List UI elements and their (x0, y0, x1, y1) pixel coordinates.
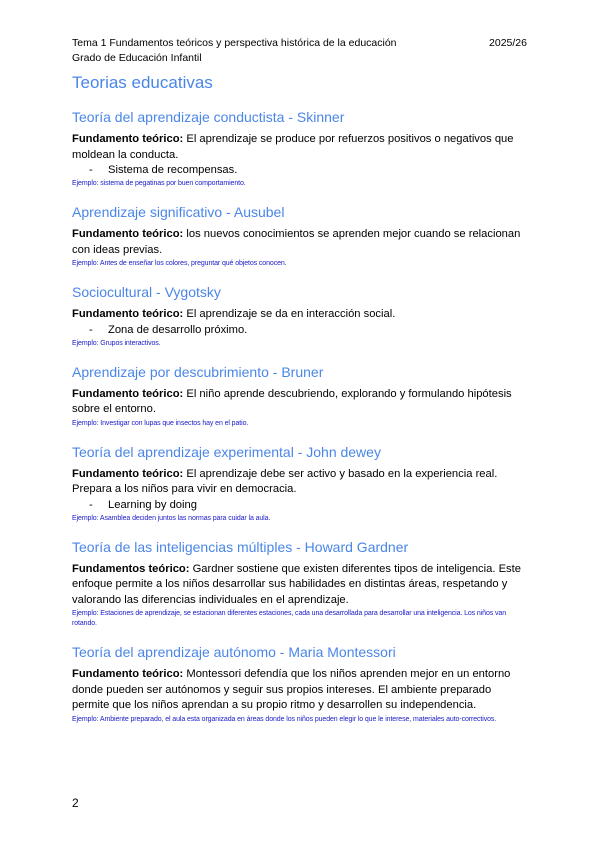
section-heading: Teoría del aprendizaje conductista - Skinner (72, 109, 345, 125)
fundamento-text: El aprendizaje se produce por refuerzos positivos o negativos que moldean la conducta. (72, 133, 514, 161)
section-skinner (72, 108, 528, 189)
page-header (72, 36, 527, 66)
header-degree: Grado de Educación Infantil (72, 52, 202, 64)
bullet-list (72, 323, 528, 338)
section-paragraph (72, 562, 528, 609)
section-heading: Teoría de las inteligencias múltiples - Howard Gardner (72, 538, 409, 555)
section-paragraph (72, 387, 528, 418)
section-heading: Aprendizaje significativo - Ausubel (72, 204, 285, 220)
example-note: Ejemplo: Grupos interactivos. (72, 339, 161, 347)
section-bruner (72, 363, 528, 429)
fundamento-label: Fundamentos teórico: (72, 562, 190, 575)
bullet-list (72, 498, 528, 513)
section-paragraph (72, 227, 528, 258)
bullet-item: - Learning by doing (91, 498, 528, 513)
section-paragraph (72, 132, 528, 163)
section-dewey (72, 443, 528, 524)
fundamento-label: Fundamento teórico: (72, 668, 184, 680)
example-note: Ejemplo: Antes de enseñar los colores, preguntar qué objetos conocen. (72, 260, 287, 267)
page-number: 2 (72, 796, 79, 810)
section-ausubel (72, 203, 528, 269)
section-heading: Sociocultural - Vygotsky (72, 284, 221, 300)
fundamento-label: Fundamento teórico: (72, 308, 184, 320)
fundamento-text: Gardner sostiene que existen diferentes tipos de inteligencia. Este enfoque permite a los niños desarrollar sus habilidades en distintas áreas, respetando y valorando las diferencias individuales en el aprendizaje. (72, 562, 521, 606)
example-note: Ejemplo: Investigar con lupas que insectos hay en el patio. (72, 419, 249, 427)
header-course-topic: Tema 1 Fundamentos teóricos y perspectiva histórica de la educación (72, 37, 397, 49)
fundamento-text: El aprendizaje debe ser activo y basado en la experiencia real. Prepara a los niños para vivir en democracia. (72, 467, 498, 495)
bullet-item: - Sistema de recompensas. (91, 163, 528, 178)
example-note: Ejemplo: Asamblea deciden juntos las normas para cuidar la aula. (72, 514, 271, 522)
fundamento-text: Montessori defendía que los niños aprenden mejor en un entorno donde pueden ser autónomos y seguir sus propios intereses. El ambiente preparado permite que los niños aprendan a su propio ritmo y desarrollen su independencia. (72, 668, 511, 711)
section-gardner (72, 538, 528, 630)
fundamento-text: El aprendizaje se da en interacción social. (183, 308, 396, 320)
section-paragraph (72, 667, 528, 714)
example-note: Ejemplo: sistema de pegatinas por buen comportamiento. (72, 180, 246, 187)
document-body (72, 72, 528, 739)
section-montessori (72, 643, 528, 725)
fundamento-label: Fundamento teórico: (72, 133, 184, 145)
section-paragraph (72, 307, 528, 323)
header-year: 2025/26 (489, 37, 527, 49)
fundamento-label: Fundamento teórico: (72, 228, 184, 240)
section-paragraph (72, 467, 528, 498)
bullet-item: - Zona de desarrollo próximo. (91, 323, 528, 338)
page-title: Teorias educativas (72, 73, 213, 92)
fundamento-text: los nuevos conocimientos se aprenden mejor cuando se relacionan con ideas previas. (72, 228, 521, 256)
fundamento-label: Fundamento teórico: (72, 467, 184, 480)
section-heading: Teoría del aprendizaje experimental - John dewey (72, 443, 381, 460)
section-vygotsky (72, 283, 528, 349)
section-heading: Aprendizaje por descubrimiento - Bruner (72, 363, 324, 380)
fundamento-text: El niño aprende descubriendo, explorando y formulando hipótesis sobre el entorno. (72, 387, 512, 415)
example-note: Ejemplo: Estaciones de aprendizaje, se estacionan diferentes estaciones, cada una desarrollada para desarrollar una inteligencia. Los niños van rotando. (72, 610, 506, 627)
example-note: Ejemplo: Ambiente preparado, el aula esta organizada en áreas donde los niños pueden elegir lo que le interese, materiales auto-correctivos. (72, 715, 497, 723)
bullet-list (72, 163, 528, 178)
fundamento-label: Fundamento teórico: (72, 387, 184, 400)
section-heading: Teoría del aprendizaje autónomo - Maria Montessori (72, 644, 396, 660)
